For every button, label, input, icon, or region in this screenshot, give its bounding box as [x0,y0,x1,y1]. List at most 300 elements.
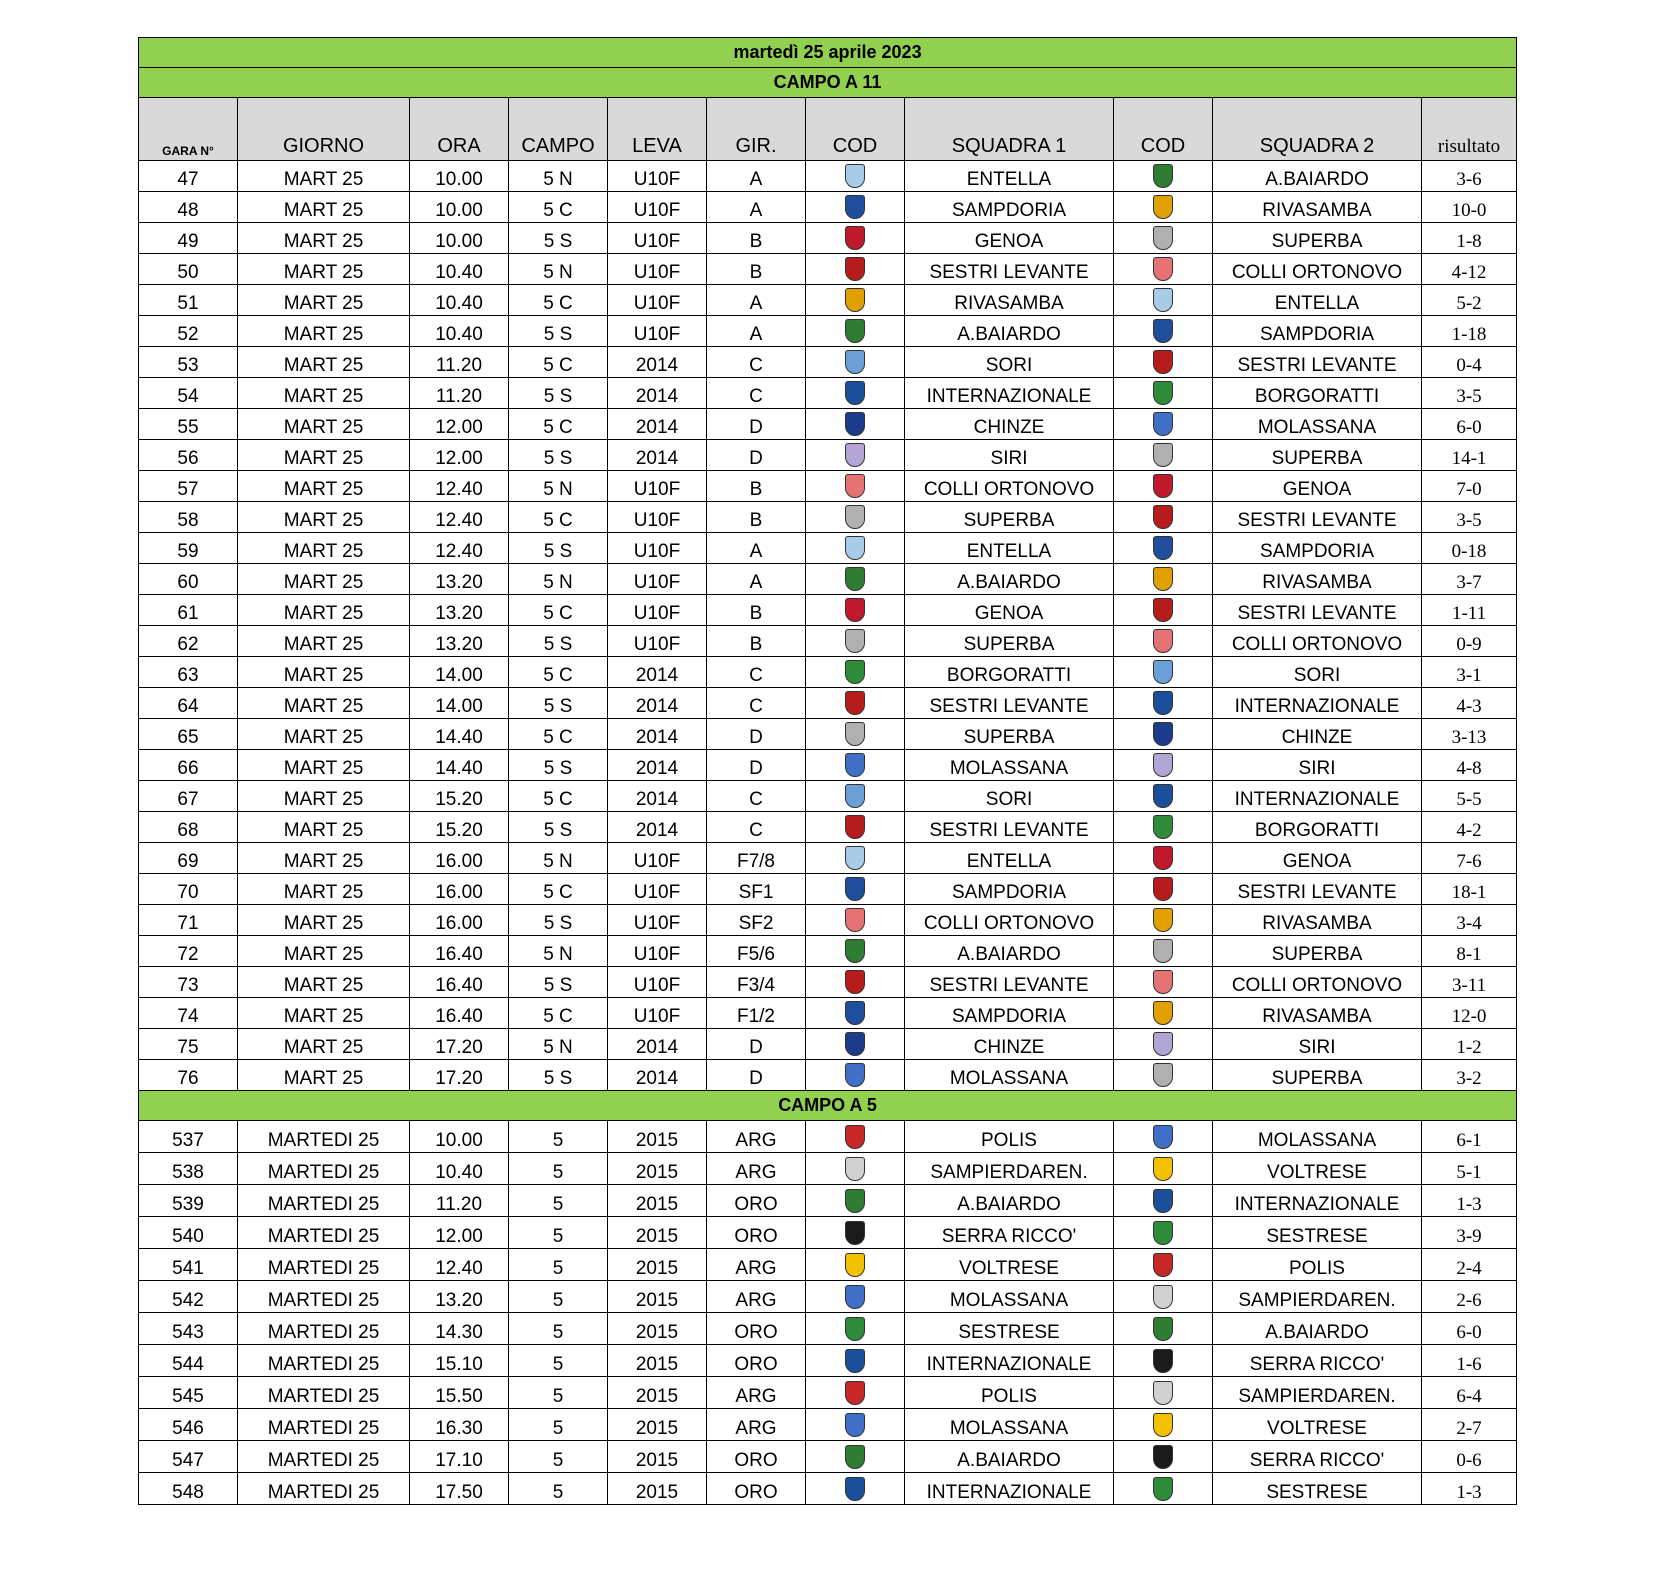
team-1-name: POLIS [905,1121,1114,1153]
time: 16.00 [410,843,509,874]
result: 7-0 [1422,471,1517,502]
match-row [139,347,1517,378]
gara-number: 542 [139,1281,238,1313]
molassana-crest-icon [845,1413,865,1437]
category: 2015 [608,1345,707,1377]
internazionale-crest-icon [1153,1189,1173,1213]
field: 5 S [509,812,608,843]
result: 6-0 [1422,409,1517,440]
day: MART 25 [238,1060,410,1091]
time: 12.00 [410,409,509,440]
team-2-crest-cell [1114,1217,1213,1249]
time: 16.30 [410,1409,509,1441]
internazionale-crest-icon [845,1349,865,1373]
team-2-name: SERRA RICCO' [1213,1441,1422,1473]
team-2-crest-cell [1114,1441,1213,1473]
gara-number: 73 [139,967,238,998]
result: 4-12 [1422,254,1517,285]
team-2-crest-cell [1114,409,1213,440]
gara-number: 55 [139,409,238,440]
header-squadra-1: SQUADRA 1 [905,98,1114,161]
sestrese-crest-icon [1153,1477,1173,1501]
sestrese-crest-icon [1153,1221,1173,1245]
gara-number: 62 [139,626,238,657]
category: 2014 [608,750,707,781]
superba-crest-icon [1153,226,1173,250]
group: D [707,750,806,781]
day: MARTEDI 25 [238,1185,410,1217]
team-2-crest-cell [1114,1029,1213,1060]
gara-number: 58 [139,502,238,533]
group: B [707,626,806,657]
day: MART 25 [238,657,410,688]
time: 16.00 [410,874,509,905]
polis-crest-icon [1153,1253,1173,1277]
team-2-crest-cell [1114,1473,1213,1505]
match-row [139,1473,1517,1505]
team-2-crest-cell [1114,1345,1213,1377]
voltrese-crest-icon [1153,1413,1173,1437]
rivasamba-crest-icon [1153,567,1173,591]
team-1-crest-cell [806,657,905,688]
gara-number: 538 [139,1153,238,1185]
gara-number: 543 [139,1313,238,1345]
field: 5 C [509,719,608,750]
category: 2015 [608,1281,707,1313]
gara-number: 51 [139,285,238,316]
team-1-name: BORGORATTI [905,657,1114,688]
gara-number: 52 [139,316,238,347]
field: 5 [509,1281,608,1313]
day: MART 25 [238,254,410,285]
group: F7/8 [707,843,806,874]
team-1-name: ENTELLA [905,533,1114,564]
time: 17.10 [410,1441,509,1473]
group: ORO [707,1473,806,1505]
superba-crest-icon [845,505,865,529]
team-1-crest-cell [806,1249,905,1281]
gara-number: 49 [139,223,238,254]
team-1-name: MOLASSANA [905,750,1114,781]
match-row [139,843,1517,874]
internazionale-crest-icon [1153,784,1173,808]
team-1-name: INTERNAZIONALE [905,1345,1114,1377]
day: MARTEDI 25 [238,1249,410,1281]
match-row [139,1217,1517,1249]
group: ARG [707,1153,806,1185]
team-1-name: CHINZE [905,1029,1114,1060]
result: 2-4 [1422,1249,1517,1281]
group: B [707,223,806,254]
group: ORO [707,1313,806,1345]
time: 13.20 [410,626,509,657]
category: 2014 [608,409,707,440]
match-row [139,967,1517,998]
team-2-name: MOLASSANA [1213,1121,1422,1153]
internazionale-crest-icon [1153,691,1173,715]
category: U10F [608,285,707,316]
time: 10.00 [410,161,509,192]
category: 2014 [608,657,707,688]
time: 15.50 [410,1377,509,1409]
team-2-crest-cell [1114,750,1213,781]
team-1-name: POLIS [905,1377,1114,1409]
team-2-name: SESTRI LEVANTE [1213,595,1422,626]
field: 5 S [509,533,608,564]
category: 2014 [608,440,707,471]
field: 5 S [509,905,608,936]
team-2-crest-cell [1114,1377,1213,1409]
entella-crest-icon [845,536,865,560]
result: 0-4 [1422,347,1517,378]
team-1-crest-cell [806,564,905,595]
day: MART 25 [238,905,410,936]
team-1-crest-cell [806,595,905,626]
rivasamba-crest-icon [1153,195,1173,219]
team-2-crest-cell [1114,1281,1213,1313]
result: 3-5 [1422,502,1517,533]
superba-crest-icon [845,722,865,746]
result: 3-6 [1422,161,1517,192]
team-2-name: MOLASSANA [1213,409,1422,440]
result: 1-3 [1422,1185,1517,1217]
team-1-crest-cell [806,347,905,378]
field: 5 C [509,781,608,812]
category: U10F [608,533,707,564]
match-row [139,161,1517,192]
gara-number: 48 [139,192,238,223]
team-2-name: GENOA [1213,843,1422,874]
colli-ortonovo-crest-icon [845,474,865,498]
match-row [139,1313,1517,1345]
header-girone: GIR. [707,98,806,161]
gara-number: 69 [139,843,238,874]
day: MARTEDI 25 [238,1121,410,1153]
team-2-name: RIVASAMBA [1213,905,1422,936]
gara-number: 540 [139,1217,238,1249]
day: MARTEDI 25 [238,1217,410,1249]
match-row [139,1060,1517,1091]
result: 4-8 [1422,750,1517,781]
field: 5 S [509,378,608,409]
match-row [139,626,1517,657]
superba-crest-icon [1153,1063,1173,1087]
category: U10F [608,316,707,347]
result: 1-8 [1422,223,1517,254]
match-row [139,998,1517,1029]
day: MART 25 [238,223,410,254]
team-1-name: SORI [905,781,1114,812]
polis-crest-icon [845,1381,865,1405]
baiardo-crest-icon [1153,1317,1173,1341]
team-2-crest-cell [1114,936,1213,967]
team-2-crest-cell [1114,1313,1213,1345]
group: A [707,316,806,347]
sestrese-crest-icon [845,1317,865,1341]
category: U10F [608,502,707,533]
result: 5-2 [1422,285,1517,316]
field: 5 C [509,998,608,1029]
gara-number: 74 [139,998,238,1029]
group: C [707,347,806,378]
baiardo-crest-icon [1153,164,1173,188]
team-1-crest-cell [806,967,905,998]
rivasamba-crest-icon [1153,908,1173,932]
header-giorno: GIORNO [238,98,410,161]
result: 3-1 [1422,657,1517,688]
match-row [139,254,1517,285]
team-2-crest-cell [1114,1185,1213,1217]
field: 5 S [509,440,608,471]
sestri-levante-crest-icon [1153,877,1173,901]
team-2-name: COLLI ORTONOVO [1213,626,1422,657]
category: U10F [608,161,707,192]
group: F3/4 [707,967,806,998]
section-campo-11: CAMPO A 11 [139,68,1517,98]
time: 10.40 [410,285,509,316]
team-1-name: MOLASSANA [905,1060,1114,1091]
team-1-crest-cell [806,1281,905,1313]
match-row [139,192,1517,223]
gara-number: 548 [139,1473,238,1505]
result: 3-2 [1422,1060,1517,1091]
team-1-crest-cell [806,781,905,812]
time: 17.20 [410,1029,509,1060]
field: 5 C [509,874,608,905]
group: ORO [707,1185,806,1217]
time: 14.40 [410,719,509,750]
time: 10.40 [410,316,509,347]
team-1-name: SUPERBA [905,626,1114,657]
field: 5 [509,1313,608,1345]
match-row [139,1029,1517,1060]
team-1-name: MOLASSANA [905,1409,1114,1441]
team-1-name: ENTELLA [905,161,1114,192]
superba-crest-icon [845,629,865,653]
gara-number: 54 [139,378,238,409]
field: 5 [509,1377,608,1409]
team-1-name: SORI [905,347,1114,378]
result: 3-13 [1422,719,1517,750]
time: 13.20 [410,564,509,595]
team-2-name: BORGORATTI [1213,812,1422,843]
group: D [707,1060,806,1091]
team-2-name: SIRI [1213,750,1422,781]
group: C [707,378,806,409]
team-2-name: SESTRI LEVANTE [1213,502,1422,533]
team-2-crest-cell [1114,1121,1213,1153]
time: 14.00 [410,657,509,688]
time: 14.00 [410,688,509,719]
result: 14-1 [1422,440,1517,471]
team-2-crest-cell [1114,905,1213,936]
field: 5 [509,1345,608,1377]
day: MART 25 [238,781,410,812]
day: MART 25 [238,440,410,471]
result: 8-1 [1422,936,1517,967]
match-row [139,750,1517,781]
sori-crest-icon [845,784,865,808]
chinze-crest-icon [845,1032,865,1056]
result: 7-6 [1422,843,1517,874]
field: 5 C [509,595,608,626]
gara-number: 66 [139,750,238,781]
field: 5 S [509,1060,608,1091]
team-2-crest-cell [1114,285,1213,316]
gara-number: 56 [139,440,238,471]
day: MARTEDI 25 [238,1441,410,1473]
gara-number: 47 [139,161,238,192]
team-1-crest-cell [806,936,905,967]
team-1-name: INTERNAZIONALE [905,378,1114,409]
team-2-name: SUPERBA [1213,1060,1422,1091]
group: ORO [707,1345,806,1377]
team-2-name: SIRI [1213,1029,1422,1060]
category: 2014 [608,812,707,843]
day: MART 25 [238,564,410,595]
gara-number: 546 [139,1409,238,1441]
sori-crest-icon [845,350,865,374]
match-row [139,533,1517,564]
team-2-crest-cell [1114,316,1213,347]
team-1-name: MOLASSANA [905,1281,1114,1313]
category: 2014 [608,1060,707,1091]
gara-number: 65 [139,719,238,750]
field: 5 [509,1185,608,1217]
category: 2015 [608,1217,707,1249]
team-2-crest-cell [1114,812,1213,843]
group: A [707,161,806,192]
team-2-crest-cell [1114,502,1213,533]
day: MART 25 [238,998,410,1029]
team-1-crest-cell [806,316,905,347]
match-row [139,1345,1517,1377]
team-1-crest-cell [806,1313,905,1345]
team-1-name: CHINZE [905,409,1114,440]
field: 5 [509,1409,608,1441]
gara-number: 70 [139,874,238,905]
team-1-crest-cell [806,533,905,564]
team-1-crest-cell [806,254,905,285]
result: 3-7 [1422,564,1517,595]
molassana-crest-icon [845,1063,865,1087]
time: 16.40 [410,967,509,998]
chinze-crest-icon [845,412,865,436]
gara-number: 68 [139,812,238,843]
field: 5 [509,1441,608,1473]
gara-number: 544 [139,1345,238,1377]
team-2-crest-cell [1114,843,1213,874]
result: 1-11 [1422,595,1517,626]
gara-number: 545 [139,1377,238,1409]
match-row [139,874,1517,905]
match-row [139,1249,1517,1281]
category: U10F [608,967,707,998]
category: U10F [608,595,707,626]
category: 2015 [608,1377,707,1409]
team-1-name: SERRA RICCO' [905,1217,1114,1249]
result: 3-4 [1422,905,1517,936]
team-2-name: BORGORATTI [1213,378,1422,409]
team-2-crest-cell [1114,440,1213,471]
team-1-name: SESTRI LEVANTE [905,812,1114,843]
field: 5 N [509,843,608,874]
molassana-crest-icon [845,1285,865,1309]
time: 11.20 [410,1185,509,1217]
team-1-name: ENTELLA [905,843,1114,874]
team-1-crest-cell [806,626,905,657]
sestri-levante-crest-icon [1153,598,1173,622]
team-1-crest-cell [806,378,905,409]
team-2-crest-cell [1114,378,1213,409]
header-risultato: risultato [1422,98,1517,161]
baiardo-crest-icon [845,319,865,343]
group: SF1 [707,874,806,905]
result: 6-0 [1422,1313,1517,1345]
gara-number: 53 [139,347,238,378]
team-2-name: INTERNAZIONALE [1213,1185,1422,1217]
header-cod-2: COD [1114,98,1213,161]
colli-ortonovo-crest-icon [1153,257,1173,281]
team-2-crest-cell [1114,161,1213,192]
serra-ricco-crest-icon [1153,1349,1173,1373]
team-2-crest-cell [1114,533,1213,564]
baiardo-crest-icon [845,567,865,591]
category: U10F [608,626,707,657]
day: MARTEDI 25 [238,1281,410,1313]
group: A [707,192,806,223]
gara-number: 64 [139,688,238,719]
team-2-crest-cell [1114,1060,1213,1091]
day: MART 25 [238,967,410,998]
team-2-crest-cell [1114,1409,1213,1441]
sestri-levante-crest-icon [845,691,865,715]
team-1-name: SESTRI LEVANTE [905,688,1114,719]
sampdoria-crest-icon [845,195,865,219]
time: 10.00 [410,223,509,254]
day: MART 25 [238,409,410,440]
internazionale-crest-icon [845,1477,865,1501]
team-1-name: COLLI ORTONOVO [905,471,1114,502]
gara-number: 60 [139,564,238,595]
team-1-name: SESTRI LEVANTE [905,254,1114,285]
borgoratti-crest-icon [845,660,865,684]
day: MART 25 [238,316,410,347]
team-1-name: SAMPDORIA [905,998,1114,1029]
team-1-crest-cell [806,1121,905,1153]
team-1-crest-cell [806,471,905,502]
day: MARTEDI 25 [238,1313,410,1345]
team-2-name: A.BAIARDO [1213,1313,1422,1345]
team-2-name: SESTRI LEVANTE [1213,874,1422,905]
sampdoria-crest-icon [1153,319,1173,343]
match-row [139,409,1517,440]
team-1-name: SUPERBA [905,719,1114,750]
category: 2015 [608,1185,707,1217]
team-2-crest-cell [1114,967,1213,998]
group: ARG [707,1409,806,1441]
team-2-crest-cell [1114,1249,1213,1281]
field: 5 [509,1249,608,1281]
match-row [139,1153,1517,1185]
sampierdarenese-crest-icon [845,1157,865,1181]
header-gara: GARA N° [139,98,238,161]
rivasamba-crest-icon [845,288,865,312]
team-2-crest-cell [1114,564,1213,595]
match-row [139,595,1517,626]
group: B [707,502,806,533]
gara-number: 75 [139,1029,238,1060]
